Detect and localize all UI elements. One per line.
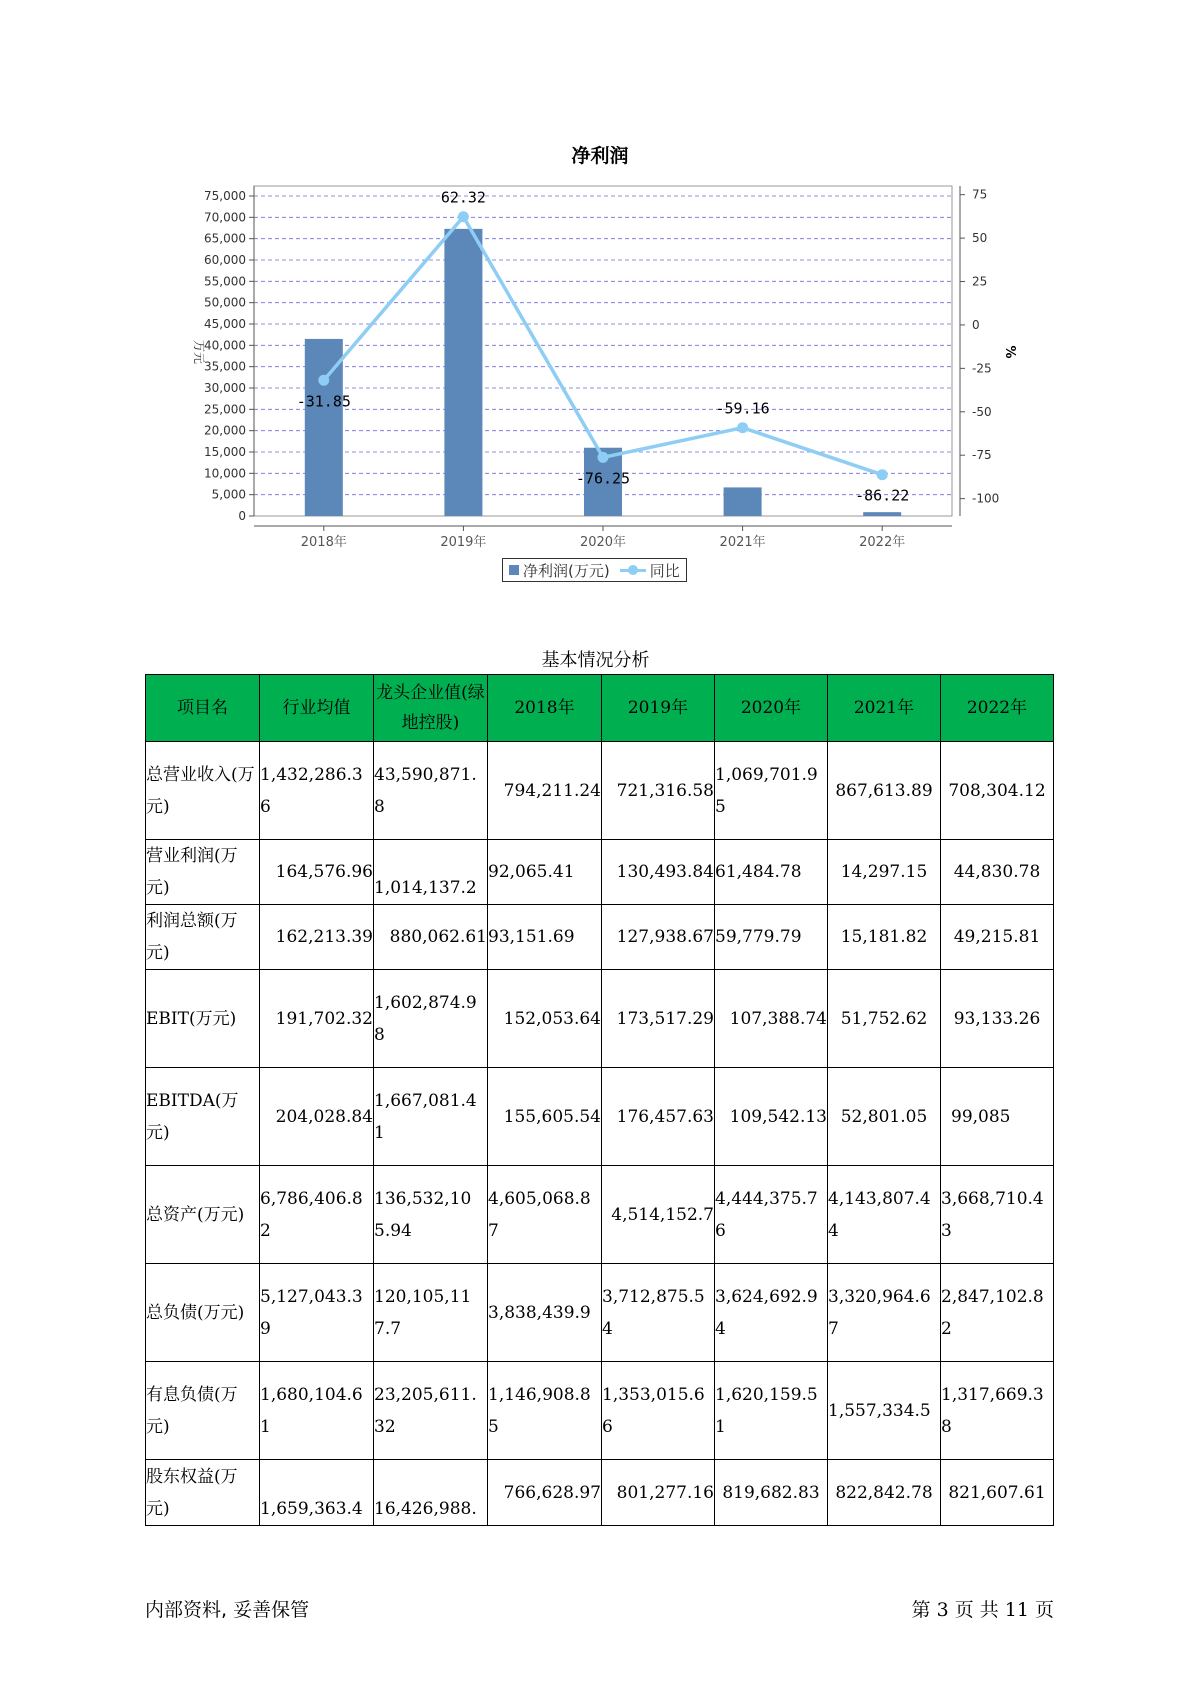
y-tick-label: 70,000 [204,210,246,225]
table-cell: 3,320,964.67 [828,1264,941,1362]
row-label: 营业利润(万元) [146,840,260,905]
y2-tick-label: 0 [972,317,980,332]
table-cell: 44,830.78 [941,840,1054,905]
table-header-row [146,675,1054,742]
data-label: -59.16 [715,399,770,418]
y-axis-label: 万元 [192,339,206,365]
table-cell: 93,133.26 [941,970,1054,1068]
table-cell: 99,085 [941,1068,1054,1166]
table-cell: 51,752.62 [828,970,941,1068]
table-cell: 4,605,068.87 [488,1166,602,1264]
y-tick-label: 55,000 [204,274,246,289]
table-cell: 127,938.67 [602,905,715,970]
table-cell: 155,605.54 [488,1068,602,1166]
table-cell: 1,353,015.66 [602,1362,715,1460]
table-cell: 164,576.96 [260,840,374,905]
row-label: 利润总额(万元) [146,905,260,970]
y2-tick-label: 50 [972,231,988,246]
y-tick-label: 5,000 [211,487,246,502]
table-cell: 821,607.61 [941,1460,1054,1526]
table-cell: 93,151.69 [488,905,602,970]
header-cell: 龙头企业值(绿地控股) [374,675,488,742]
table-cell: 130,493.84 [602,840,715,905]
chart-legend [502,558,687,582]
table-cell: 15,181.82 [828,905,941,970]
y2-tick-label: 25 [972,274,988,289]
row-label: 有息负债(万元) [146,1362,260,1460]
x-tick-label: 2022年 [859,535,906,550]
row-label: EBITDA(万元) [146,1068,260,1166]
table-cell: 59,779.79 [715,905,828,970]
y-tick-label: 45,000 [204,317,246,331]
header-cell: 2019年 [602,675,715,742]
line-point [458,211,469,222]
legend-bar-swatch [509,565,519,575]
table-cell: 4,444,375.76 [715,1166,828,1264]
x-tick-label: 2018年 [300,535,347,550]
table-cell: 1,620,159.51 [715,1362,828,1460]
y-tick-label: 0 [238,509,246,523]
row-label: 总负债(万元) [146,1264,260,1362]
bar [863,512,901,516]
table-cell: 880,062.61 [374,905,488,970]
data-label: -86.22 [855,486,910,505]
table-row [146,1362,1054,1460]
table-caption: 基本情况分析 [541,650,650,671]
y2-tick-label: -100 [972,491,1000,506]
legend-line-swatch [620,565,646,575]
y-tick-label: 40,000 [204,338,246,353]
table-cell: 6,786,406.82 [260,1166,374,1264]
table-row [146,742,1054,840]
y2-axis-label: % [1002,345,1017,359]
table-cell: 1,602,874.98 [374,970,488,1068]
data-label: 62.32 [440,188,486,207]
table-cell: 23,205,611.32 [374,1362,488,1460]
table-cell: 162,213.39 [260,905,374,970]
table-cell: 819,682.83 [715,1460,828,1526]
table-cell: 1,317,669.38 [941,1362,1054,1460]
data-label: -76.25 [575,469,631,488]
y-tick-label: 75,000 [204,189,246,203]
table-cell: 4,143,807.44 [828,1166,941,1264]
y2-tick-label: -75 [972,448,992,463]
table-cell: 14,297.15 [828,840,941,905]
y-tick-label: 35,000 [204,359,246,374]
bar [724,487,762,516]
table-cell: 61,484.78 [715,840,828,905]
y2-tick-label: 75 [972,187,988,202]
table-row [146,1166,1054,1264]
y-tick-label: 10,000 [204,466,246,481]
x-tick-label: 2019年 [440,535,487,550]
table-row [146,1264,1054,1362]
table-cell: 5,127,043.39 [260,1264,374,1362]
net-profit-chart [0,0,1191,560]
legend-line-label: 同比 [649,561,680,580]
table-row [146,840,1054,905]
header-cell: 2021年 [828,675,941,742]
line-point [318,375,329,386]
legend-bar-label: 净利润(万元) [523,561,610,580]
y-tick-label: 65,000 [204,231,246,246]
header-cell: 行业均值 [260,675,374,742]
table-cell: 2,847,102.82 [941,1264,1054,1362]
table-cell: 120,105,117.7 [374,1264,488,1362]
row-label: 总资产(万元) [146,1166,260,1264]
table-cell: 176,457.63 [602,1068,715,1166]
table-cell: 867,613.89 [828,742,941,840]
table-cell: 204,028.84 [260,1068,374,1166]
table-row [146,1068,1054,1166]
y2-tick-label: -50 [972,404,992,419]
table-cell: 708,304.12 [941,742,1054,840]
table-row [146,1460,1054,1526]
table-cell: 1,069,701.95 [715,742,828,840]
footer-page-number: 第 3 页 共 11 页 [911,1599,1054,1621]
y-tick-label: 20,000 [204,423,246,438]
footer-confidential-note: 内部资料, 妥善保管 [145,1599,310,1621]
y-tick-label: 30,000 [204,381,246,395]
table-cell: 1,146,908.85 [488,1362,602,1460]
table-cell: 794,211.24 [488,742,602,840]
table-cell: 1,014,137.2 [374,840,488,905]
table-cell: 191,702.32 [260,970,374,1068]
table-cell: 52,801.05 [828,1068,941,1166]
table-cell: 822,842.78 [828,1460,941,1526]
table-cell: 3,712,875.54 [602,1264,715,1362]
header-cell: 项目名 [146,675,260,742]
x-tick-label: 2020年 [579,535,627,550]
header-cell: 2020年 [715,675,828,742]
table-cell: 92,065.41 [488,840,602,905]
table-cell: 766,628.97 [488,1460,602,1526]
table-cell: 1,667,081.41 [374,1068,488,1166]
table-cell: 3,838,439.9 [488,1264,602,1362]
y2-tick-label: -25 [972,361,992,376]
table-row [146,970,1054,1068]
table-cell: 43,590,871.8 [374,742,488,840]
line-point [737,422,748,433]
y-tick-label: 60,000 [204,253,246,267]
table-cell: 107,388.74 [715,970,828,1068]
line-point [877,469,888,480]
header-cell: 2022年 [941,675,1054,742]
row-label: 股东权益(万元) [146,1460,260,1526]
bar [444,229,482,516]
table-cell: 136,532,105.94 [374,1166,488,1264]
right-y-axis [960,186,999,516]
table-cell: 152,053.64 [488,970,602,1068]
row-label: 总营业收入(万元) [146,742,260,840]
header-cell: 2018年 [488,675,602,742]
table-cell: 1,432,286.36 [260,742,374,840]
x-axis [254,526,952,550]
table-cell: 16,426,988. [374,1460,488,1526]
table-cell: 3,668,710.43 [941,1166,1054,1264]
table-cell: 801,277.16 [602,1460,715,1526]
line-point [598,452,609,463]
y-tick-label: 50,000 [204,295,246,310]
table-cell: 3,624,692.94 [715,1264,828,1362]
y-tick-label: 15,000 [204,445,246,459]
table-cell: 1,659,363.4 [260,1460,374,1526]
table-row [146,905,1054,970]
x-tick-label: 2021年 [719,535,766,550]
table-cell: 721,316.58 [602,742,715,840]
table-cell: 173,517.29 [602,970,715,1068]
y-tick-label: 25,000 [204,402,246,417]
table-cell: 1,680,104.61 [260,1362,374,1460]
table-cell: 4,514,152.7 [602,1166,715,1264]
basic-analysis-table [145,674,1054,1526]
chart-title: 净利润 [571,145,629,167]
table-cell: 109,542.13 [715,1068,828,1166]
data-label: -31.85 [296,392,351,411]
left-y-axis [204,186,254,523]
table-cell: 49,215.81 [941,905,1054,970]
row-label: EBIT(万元) [146,970,260,1068]
table-cell: 1,557,334.5 [828,1362,941,1460]
